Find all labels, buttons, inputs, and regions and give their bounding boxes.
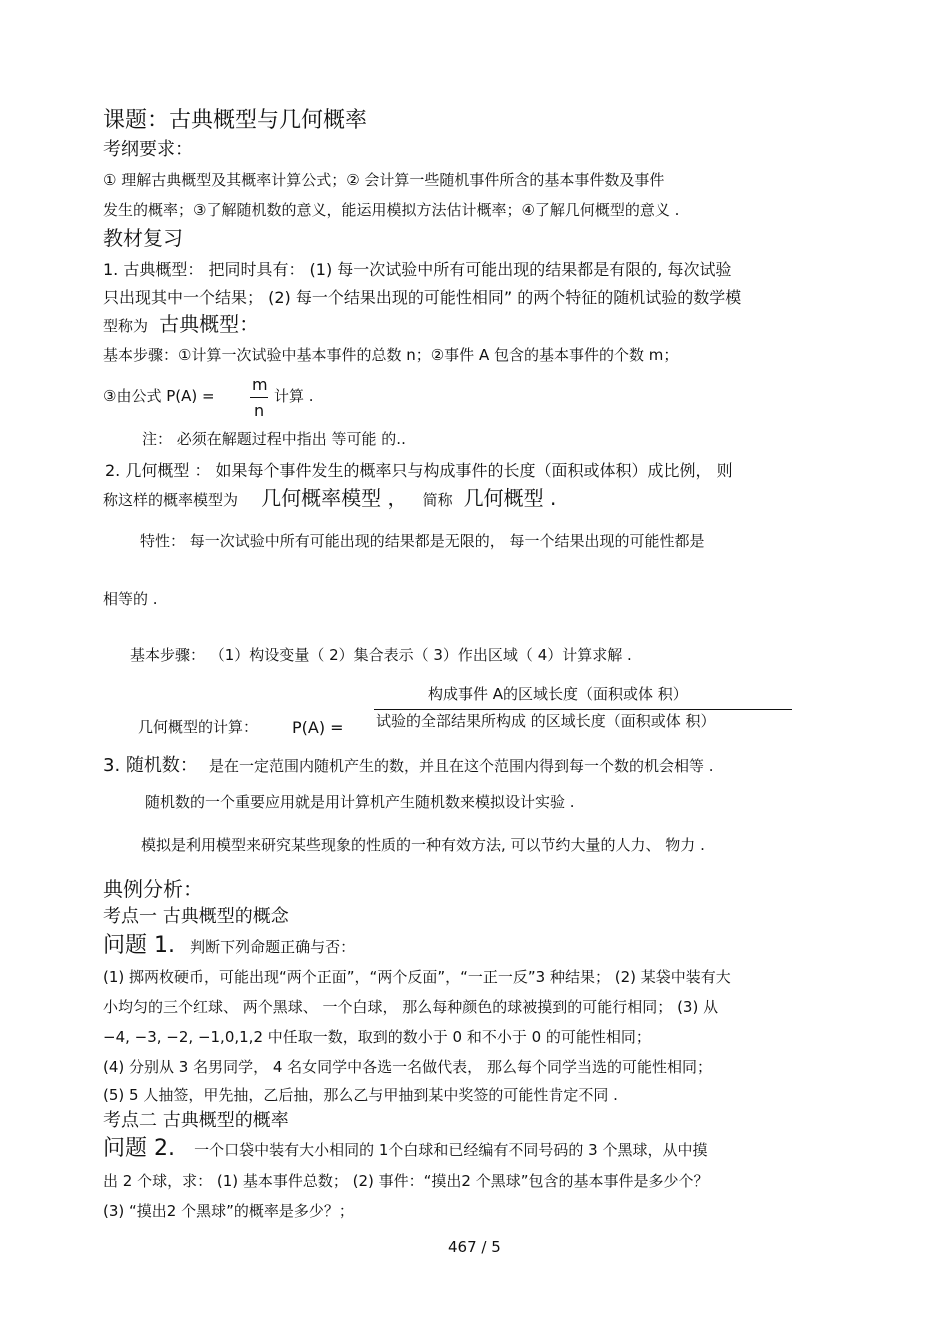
geometric-line-2-prefix: 称这样的概率模型为 — [103, 491, 239, 509]
question-1-line-2: 小均匀的三个红球、 两个黑球、 一个白球， 那么每种颜色的球被摸到的可能行相同； (3) 从 — [103, 998, 719, 1016]
classical-note: 注： 必须在解题过程中指出 等可能 的.. — [142, 430, 406, 448]
question-1-line-4: (4) 分别从 3 名男同学， 4 名女同学中各选一名做代表， 那么每个同学当选的可能性相同； — [103, 1058, 712, 1076]
geometric-calc-denominator: 试验的全部结果所构成 的区域长度（面积或体 积） — [376, 712, 716, 730]
syllabus-line-1: ① 理解古典概型及其概率计算公式；② 会计算一些随机事件所含的基本事件数及事件 — [103, 171, 665, 189]
question-2-line-3: (3) “摸出2 个黑球”的概率是多少？； — [103, 1202, 354, 1220]
question-2-text: 一个口袋中装有大小相同的 1个白球和已经编有不同号码的 3 个黑球，从中摸 — [194, 1141, 708, 1159]
geometric-line-1: 2. 几何概型 ： 如果每个事件发生的概率只与构成事件的长度（面积或体积）成比例， 则 — [105, 461, 733, 480]
classical-line-3-prefix: 型称为 — [103, 317, 149, 335]
classical-line-2: 只出现其中一个结果； (2) 每一个结果出现的可能性相同” 的两个特征的随机试验的数学模 — [103, 288, 742, 307]
syllabus-heading: 考纲要求： — [103, 139, 193, 160]
geometric-line-2 — [103, 486, 556, 510]
question-1-header — [103, 933, 355, 959]
classical-line-3 — [103, 312, 259, 336]
geometric-line-2-mid: 简称 — [422, 491, 453, 509]
question-2-header — [103, 1136, 707, 1162]
random-term: 3. 随机数： — [103, 755, 198, 776]
formula-fraction-bar — [250, 397, 268, 398]
classical-steps-2-suffix: 计算 . — [274, 387, 314, 405]
geometric-calc-label: 几何概型的计算： — [138, 718, 259, 736]
point-1-heading: 考点一 古典概型的概念 — [103, 906, 289, 927]
geometric-calc-fraction-bar — [374, 709, 792, 710]
geometric-term-1: 几何概率模型 ， — [261, 486, 408, 510]
random-line-1 — [103, 755, 714, 777]
random-line-1-text: 是在一定范围内随机产生的数，并且在这个范围内得到每一个数的机会相等 . — [209, 757, 714, 775]
formula-numerator: m — [252, 375, 268, 394]
random-line-2: 随机数的一个重要应用就是用计算机产生随机数来模拟设计实验 . — [145, 793, 575, 811]
classical-steps-2-prefix: ③由公式 P(A) = — [103, 387, 215, 405]
classical-line-1: 1. 古典概型： 把同时具有： (1) 每一次试验中所有可能出现的结果都是有限的, 每次试验 — [103, 260, 732, 279]
formula-denominator: n — [254, 401, 265, 420]
geometric-steps: 基本步骤： （1）构设变量（ 2）集合表示（ 3）作出区域（ 4）计算求解 . — [130, 646, 632, 664]
question-2-line-2: 出 2 个球，求： (1) 基本事件总数； (2) 事件：“摸出2 个黑球”包含的基本事件是多少个？ — [103, 1172, 709, 1190]
point-2-heading: 考点二 古典概型的概率 — [103, 1110, 289, 1131]
classical-steps-1: 基本步骤：①计算一次试验中基本事件的总数 n；②事件 A 包含的基本事件的个数 m； — [103, 346, 679, 364]
examples-heading: 典例分析： — [103, 877, 203, 901]
geometric-term-2: 几何概型 . — [463, 486, 557, 510]
geometric-property-1: 特性： 每一次试验中所有可能出现的结果都是无限的， 每一个结果出现的可能性都是 — [140, 532, 705, 550]
geometric-calc-numerator: 构成事件 A的区域长度（面积或体 积） — [428, 685, 688, 703]
random-line-3: 模拟是利用模型来研究某些现象的性质的一种有效方法, 可以节约大量的人力、 物力 . — [141, 836, 705, 854]
question-1-line-5: (5) 5 人抽签，甲先抽，乙后抽，那么乙与甲抽到某中奖签的可能性肯定不同 . — [103, 1086, 618, 1104]
review-heading: 教材复习 — [103, 226, 183, 250]
question-1-label: 问题 1. — [103, 933, 175, 958]
question-2-label: 问题 2. — [103, 1136, 175, 1161]
page-number: 467 / 5 — [448, 1238, 501, 1256]
syllabus-line-2: 发生的概率；③了解随机数的意义，能运用模拟方法估计概率；④了解几何概型的意义 . — [103, 201, 680, 219]
question-1-text: 判断下列命题正确与否： — [190, 938, 356, 956]
geometric-calc-lhs: P(A) = — [292, 718, 344, 737]
geometric-property-2: 相等的 . — [103, 590, 158, 608]
classical-term: 古典概型： — [159, 312, 260, 336]
page-title: 课题：古典概型与几何概率 — [103, 108, 368, 133]
question-1-line-3: −4, −3, −2, −1,0,1,2 中任取一数，取到的数小于 0 和不小于 0 的可能性相同； — [103, 1028, 651, 1046]
question-1-line-1: (1) 掷两枚硬币，可能出现“两个正面”，“两个反面”，“一正一反”3 种结果； (2) 某袋中装有大 — [103, 968, 731, 986]
